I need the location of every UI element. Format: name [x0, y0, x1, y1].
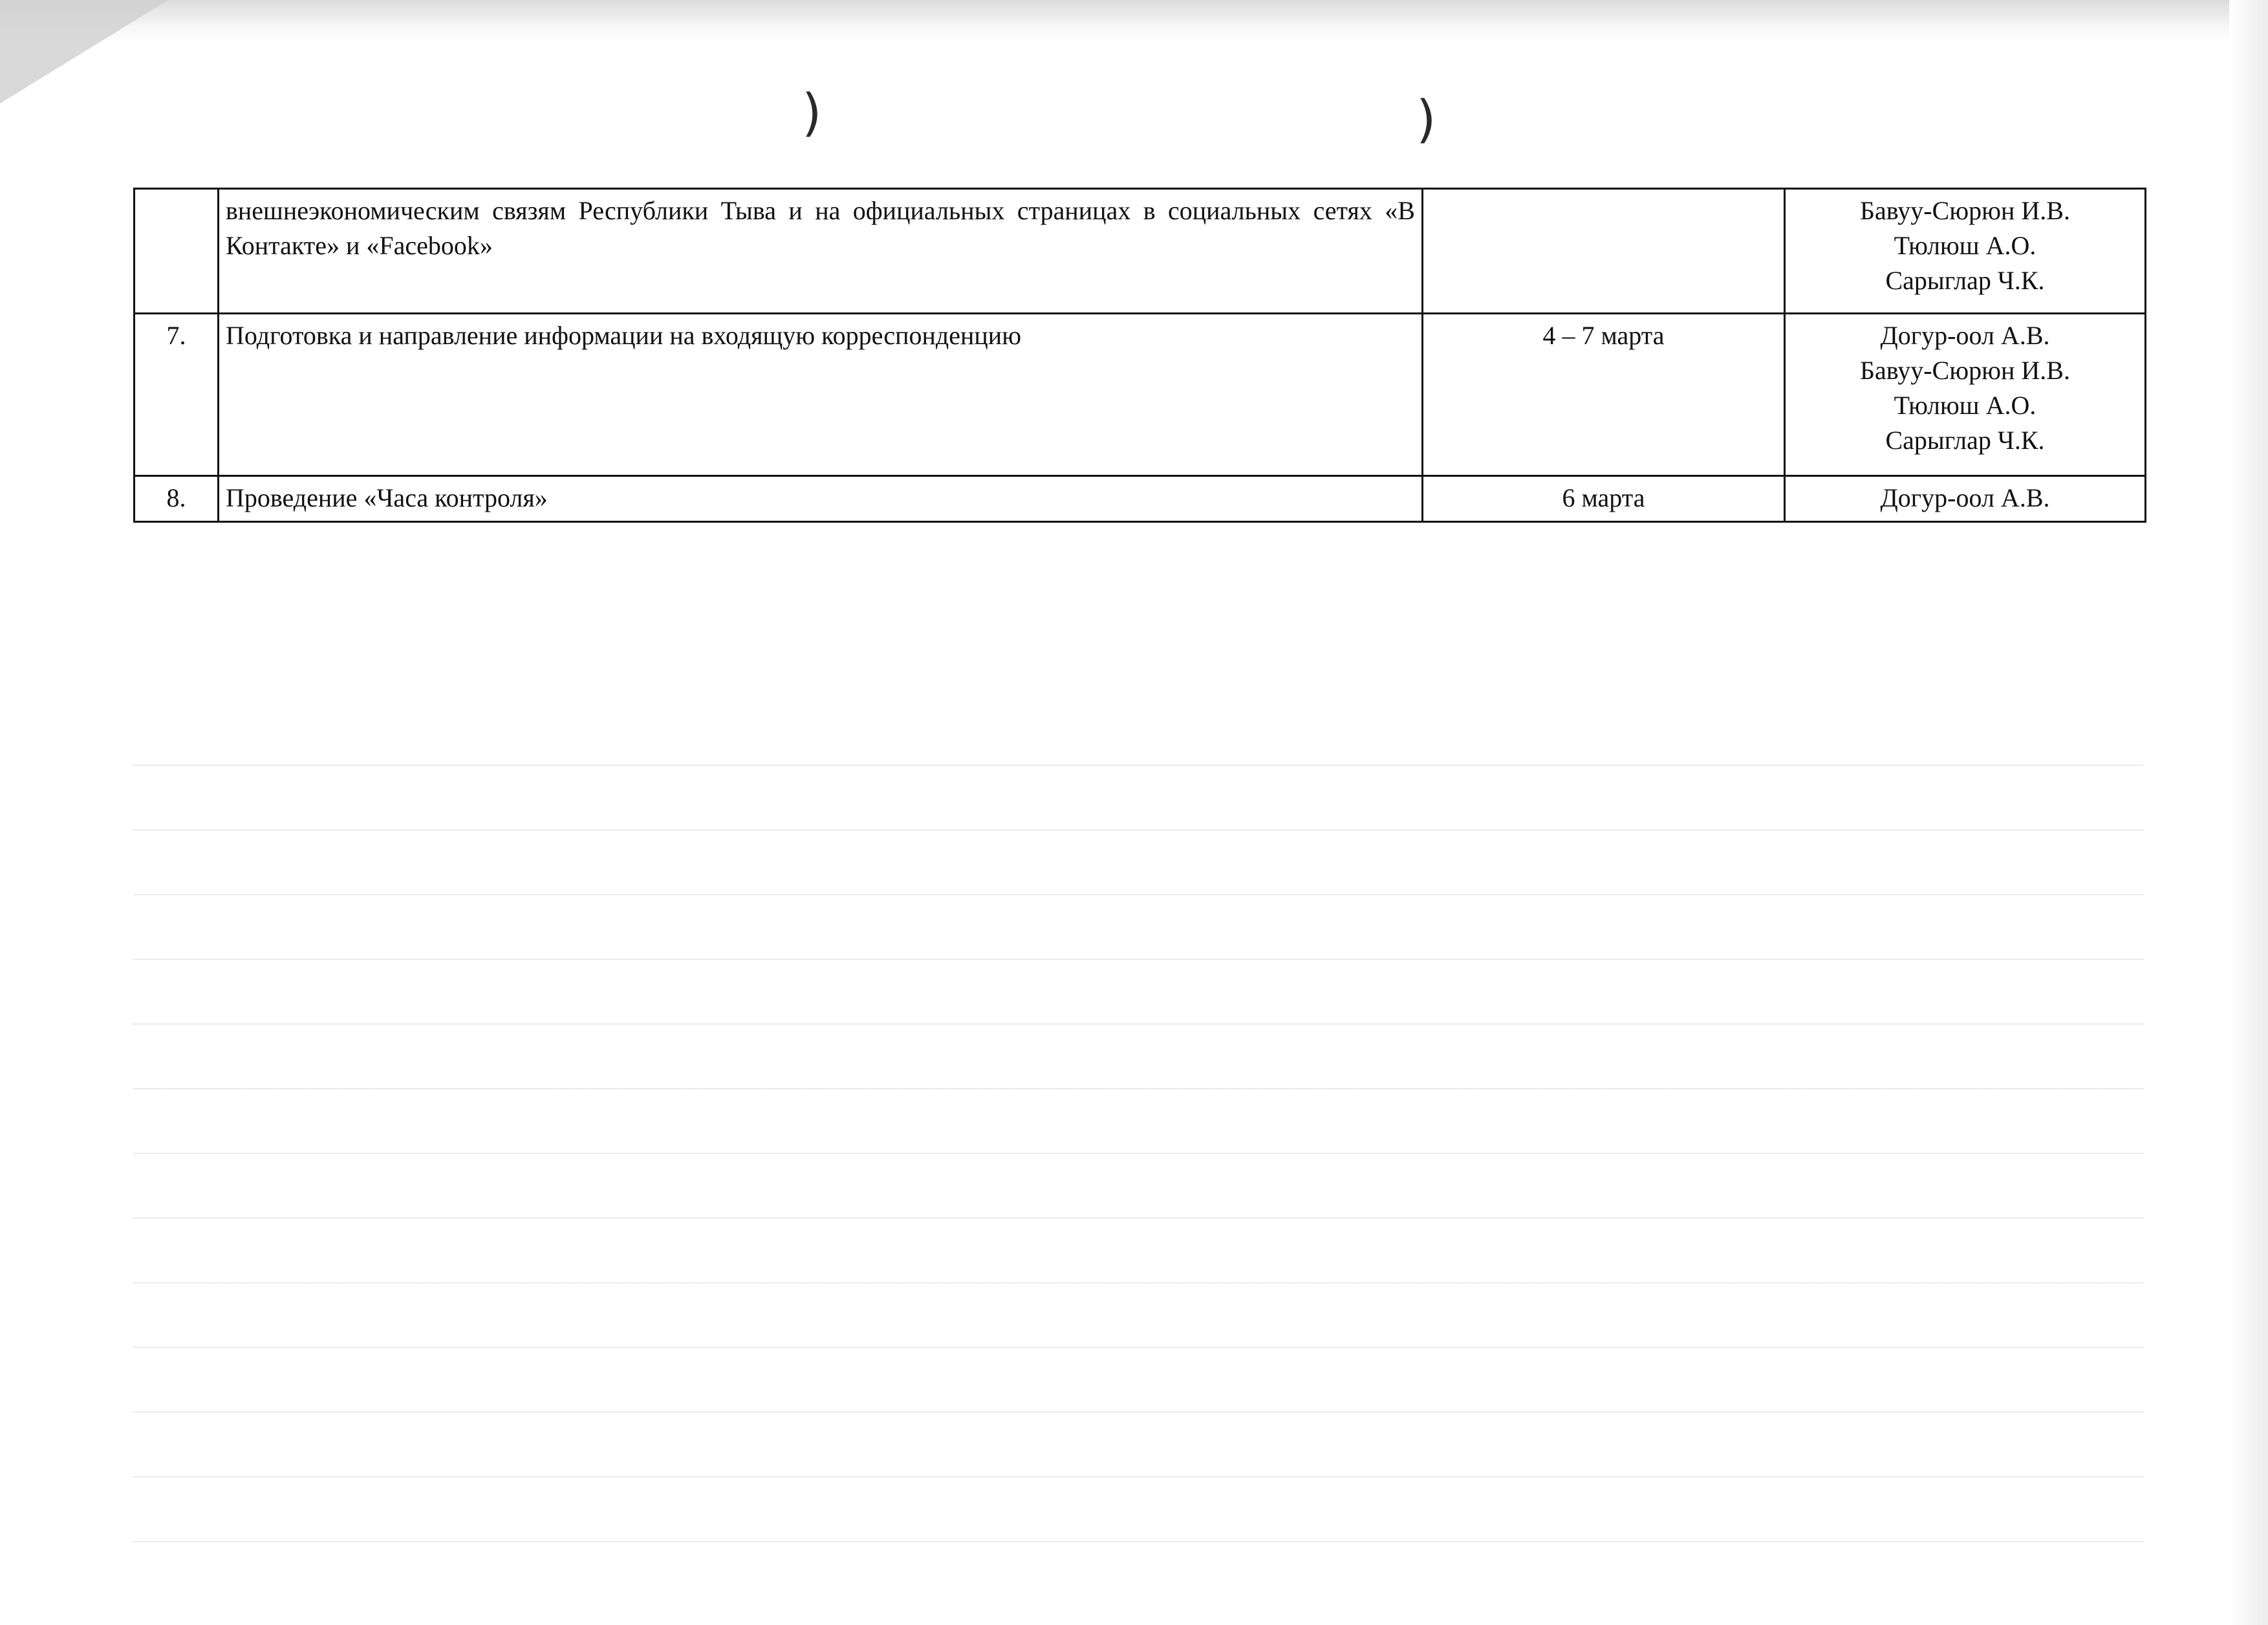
table-row — [135, 476, 2146, 522]
activity-cell: внешнеэкономическим связям Республики Тыва и на официальных страницах в социальных сетях «В Контакте» и «Facebook» — [219, 189, 1423, 314]
reverse-side-bleed-through — [133, 705, 2144, 1546]
table-row — [135, 189, 2146, 314]
table-row — [135, 314, 2146, 476]
responsible-name: Сарыглар Ч.К. — [1885, 266, 2045, 295]
scan-right-edge — [2229, 0, 2268, 1625]
scan-top-shadow — [0, 0, 2268, 45]
responsible-name: Тюлюш А.О. — [1894, 231, 2036, 260]
row-number — [135, 189, 219, 314]
responsible-cell — [1785, 314, 2146, 476]
responsible-name: Сарыглар Ч.К. — [1885, 426, 2045, 455]
responsible-cell — [1785, 189, 2146, 314]
row-number: 7. — [135, 314, 219, 476]
responsible-name: Бавуу-Сюрюн И.В. — [1860, 356, 2070, 385]
date-cell — [1423, 189, 1785, 314]
scan-folded-corner — [0, 0, 168, 104]
responsible-name: Догур-оол А.В. — [1880, 321, 2050, 350]
activity-cell: Подготовка и направление информации на входящую корреспонденцию — [219, 314, 1423, 476]
responsible-cell — [1785, 476, 2146, 522]
responsible-name: Бавуу-Сюрюн И.В. — [1860, 196, 2070, 225]
punch-hole-mark-right: ) — [1416, 91, 1436, 149]
date-cell: 6 марта — [1423, 476, 1785, 522]
punch-hole-mark-left: ) — [802, 84, 822, 142]
activity-plan-table — [133, 188, 2146, 523]
date-cell: 4 – 7 марта — [1423, 314, 1785, 476]
responsible-name: Догур-оол А.В. — [1880, 483, 2050, 512]
responsible-name: Тюлюш А.О. — [1894, 391, 2036, 420]
row-number: 8. — [135, 476, 219, 522]
activity-cell: Проведение «Часа контроля» — [219, 476, 1423, 522]
